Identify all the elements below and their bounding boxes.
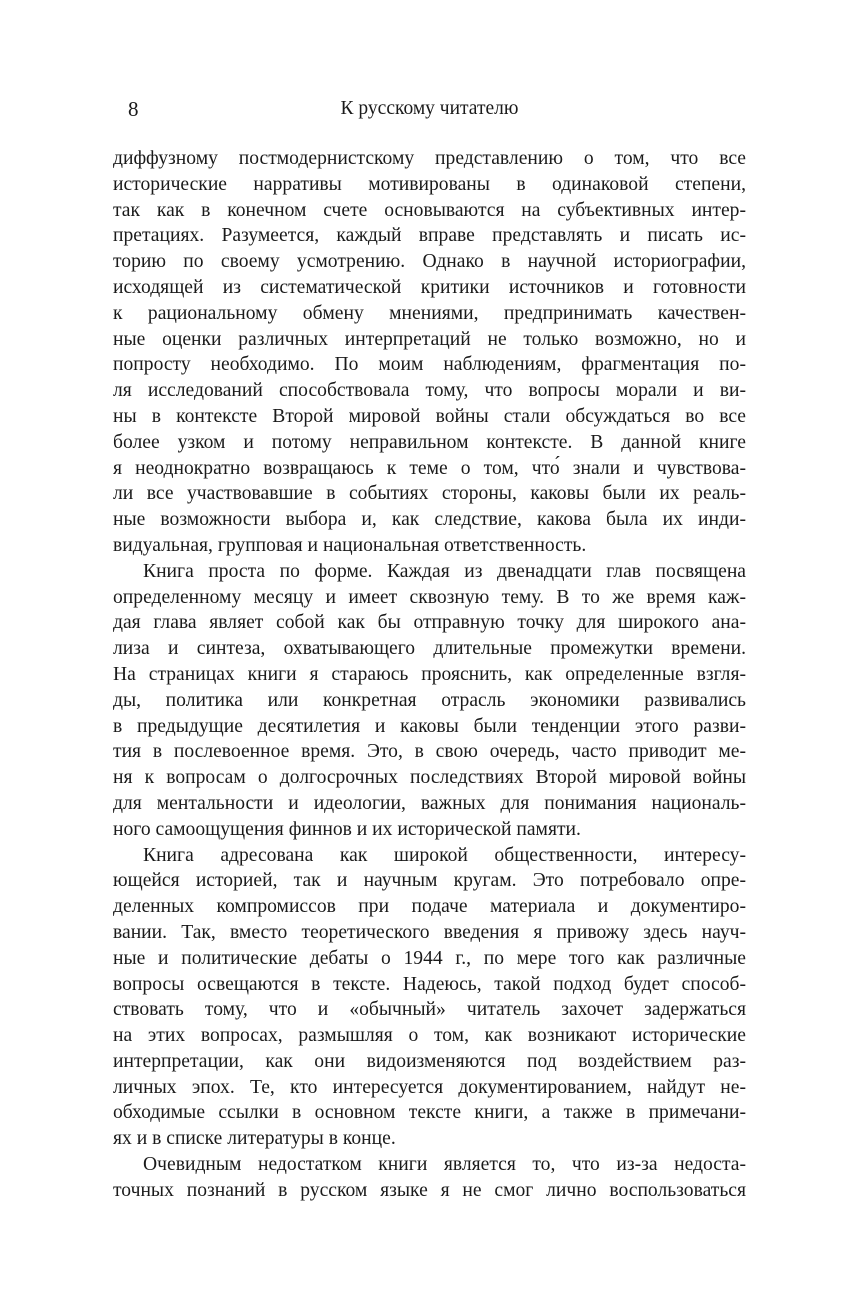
text-line: видуальная, групповая и национальная ответственность. [113,534,587,556]
paragraph [113,146,746,559]
text-line: лиза и синтеза, охватывающего длительные промежутки времени. [113,638,746,660]
text-line: дая глава являет собой как бы отправную точку для широкого ана- [113,612,746,634]
text-line: исходящей из систематической критики источников и готовности [113,276,746,298]
text-line: На страницах книги я стараюсь прояснить, как определенные взгля- [113,663,746,685]
text-line: ного самоощущения финнов и их исторической памяти. [113,818,581,840]
body-text [113,146,746,1204]
text-line: ях и в списке литературы в конце. [113,1128,396,1150]
text-line: ные оценки различных интерпретаций не только возможно, но и [113,328,746,350]
book-page [113,94,746,1204]
text-line: интерпретации, как они видоизменяются под воздействием раз- [113,1050,746,1072]
text-line: ля исследований способствовала тому, что вопросы морали и ви- [113,380,746,402]
text-line: тия в послевоенное время. Это, в свою очередь, часто приводит ме- [113,741,746,763]
text-line: исторические нарративы мотивированы в одинаковой степени, [113,173,746,195]
paragraph [113,1152,746,1204]
text-line: вопросы освещаются в тексте. Надеюсь, такой подход будет способ- [113,973,746,995]
paragraph [113,843,746,1153]
text-line: я неоднократно возвращаюсь к теме о том, что́ знали и чувствова- [113,457,746,479]
text-line: ющейся историей, так и научным кругам. Это потребовало опре- [113,870,746,892]
text-line: ны в контексте Второй мировой войны стали обсуждаться во все [113,405,746,427]
text-line: претациях. Разумеется, каждый вправе представлять и писать ис- [113,225,746,247]
text-line: так как в конечном счете основываются на субъективных интер- [113,199,746,221]
text-line: Очевидным недостатком книги является то, что из-за недоста- [143,1154,746,1176]
text-line: на этих вопросах, размышляя о том, как возникают исторические [113,1025,746,1047]
text-line: определенному месяцу и имеет сквозную тему. В то же время каж- [113,586,746,608]
text-line: ствовать тому, что и «обычный» читатель захочет задержаться [113,999,746,1021]
text-line: к рациональному обмену мнениями, предпринимать качествен- [113,302,746,324]
text-line: точных познаний в русском языке я не смог лично воспользоваться [113,1179,746,1201]
paragraph [113,559,746,843]
text-line: вании. Так, вместо теоретического введения я привожу здесь науч- [113,921,746,943]
text-line: деленных компромиссов при подаче материала и документиро- [113,896,746,918]
text-line: ли все участвовавшие в событиях стороны, каковы были их реаль- [113,483,746,505]
text-line: попросту необходимо. По моим наблюдениям, фрагментация по- [113,354,746,376]
text-line: личных эпох. Те, кто интересуется документированием, найдут не- [113,1076,746,1098]
text-line: ды, политика или конкретная отрасль экономики развивались [113,689,746,711]
text-line: диффузному постмодернистскому представлению о том, что все [113,148,746,169]
text-line: Книга адресована как широкой общественности, интересу- [143,844,746,866]
text-line: обходимые ссылки в основном тексте книги, а также в примечани- [113,1102,746,1124]
text-line: более узком и потому неправильном контексте. В данной книге [113,431,746,453]
running-title: К русскому читателю [340,98,519,119]
text-line: торию по своему усмотрению. Однако в научной историографии, [113,251,746,273]
text-line: ные возможности выбора и, как следствие, какова была их инди- [113,509,746,531]
text-line: ные и политические дебаты о 1944 г., по мере того как различные [113,947,746,969]
text-line: Книга проста по форме. Каждая из двенадцати глав посвящена [143,560,746,582]
text-line: в предыдущие десятилетия и каковы были тенденции этого разви- [113,715,746,737]
text-line: для ментальности и идеологии, важных для понимания националь- [113,792,746,814]
page-number: 8 [128,97,139,121]
text-line: ня к вопросам о долгосрочных последствиях Второй мировой войны [113,767,746,789]
running-head [113,94,746,124]
